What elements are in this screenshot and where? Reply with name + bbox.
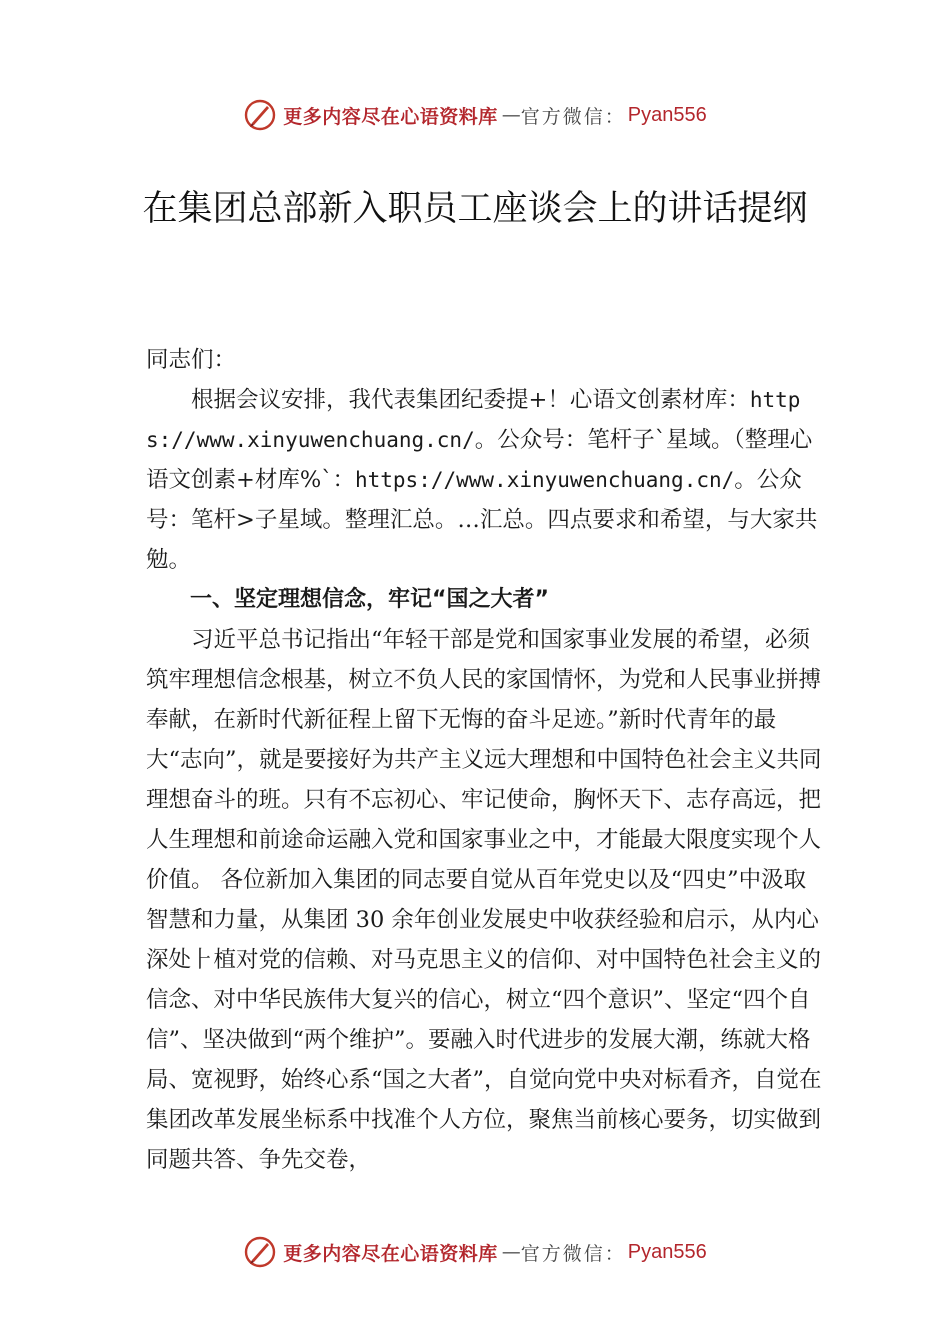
intro-text-1: 根据会议安排，我代表集团纪委提+！心语文创素材库： (191, 387, 750, 413)
header-watermark-banner (0, 95, 950, 135)
quill-pen-logo-icon (243, 98, 277, 132)
banner-wechat-label: 官方微信： (520, 105, 626, 128)
banner-wechat-id: Pyan556 (627, 103, 707, 126)
footer-watermark-banner (0, 1232, 950, 1272)
banner-slogan: 更多内容尽在心语资料库 (283, 105, 498, 128)
salutation: 同志们： (146, 347, 237, 373)
intro-url-1[interactable]: https://www.xinyuwenchuang.cn/ (146, 388, 801, 452)
banner-separator: — (501, 104, 521, 126)
intro-text-2: 。公众号：笔杆子`星域。（整理心语文创素+材库%`： (146, 427, 813, 493)
intro-paragraph (146, 380, 826, 580)
document-title: 在集团总部新入职员工座谈会上的讲话提纲 (142, 189, 808, 229)
quill-pen-logo-icon (243, 1235, 277, 1269)
intro-text-3: 。公众号：笔杆>子星域。整理汇总。…汇总。四点要求和希望，与大家共勉。 (146, 467, 818, 573)
banner-wechat-id: Pyan556 (627, 1240, 707, 1263)
intro-url-2[interactable]: https://www.xinyuwenchuang.cn/ (354, 468, 735, 492)
banner-separator: — (501, 1241, 521, 1263)
section-1-paragraph: 习近平总书记指出“年轻干部是党和国家事业发展的希望，必须筑牢理想信念根基，树立不负人民的家国情怀，为党和人民事业拼搏奉献，在新时代新征程上留下无悔的奋斗足迹。”新时代青年的最大“志向”，就是要接好为共产主义远大理想和中国特色社会主义共同理想奋斗的班。只有不忘初心、牢记使命，胸怀天下、志存高远，把人生理想和前途命运融入党和国家事业之中，才能最大限度实现个人价值。 各位新加入集团的同志要自觉从百年党史以及“四史”中汲取智慧和力量，从集团 30 余年创业发展史中收获经验和启示，从内心深处⺊植对党的信赖、对马克思主义的信仰、对中国特色社会主义的信念、对中华民族伟大复兴的信心，树立“四个意识”、坚定“四个自信”、坚决做到“两个维护”。要融入时代进步的发展大潮，练就大格局、宽视野，始终心系“国之大者”，自觉向党中央对标看齐，自觉在集团改革发展坐标系中找准个人方位，聚焦当前核心要务，切实做到同题共答、争先交卷， (146, 627, 822, 1173)
section-1-heading: 一、坚定理想信念，牢记“国之大者” (190, 587, 549, 612)
banner-wechat-label: 官方微信： (520, 1242, 626, 1265)
document-body (146, 340, 826, 1180)
banner-slogan: 更多内容尽在心语资料库 (283, 1242, 498, 1265)
